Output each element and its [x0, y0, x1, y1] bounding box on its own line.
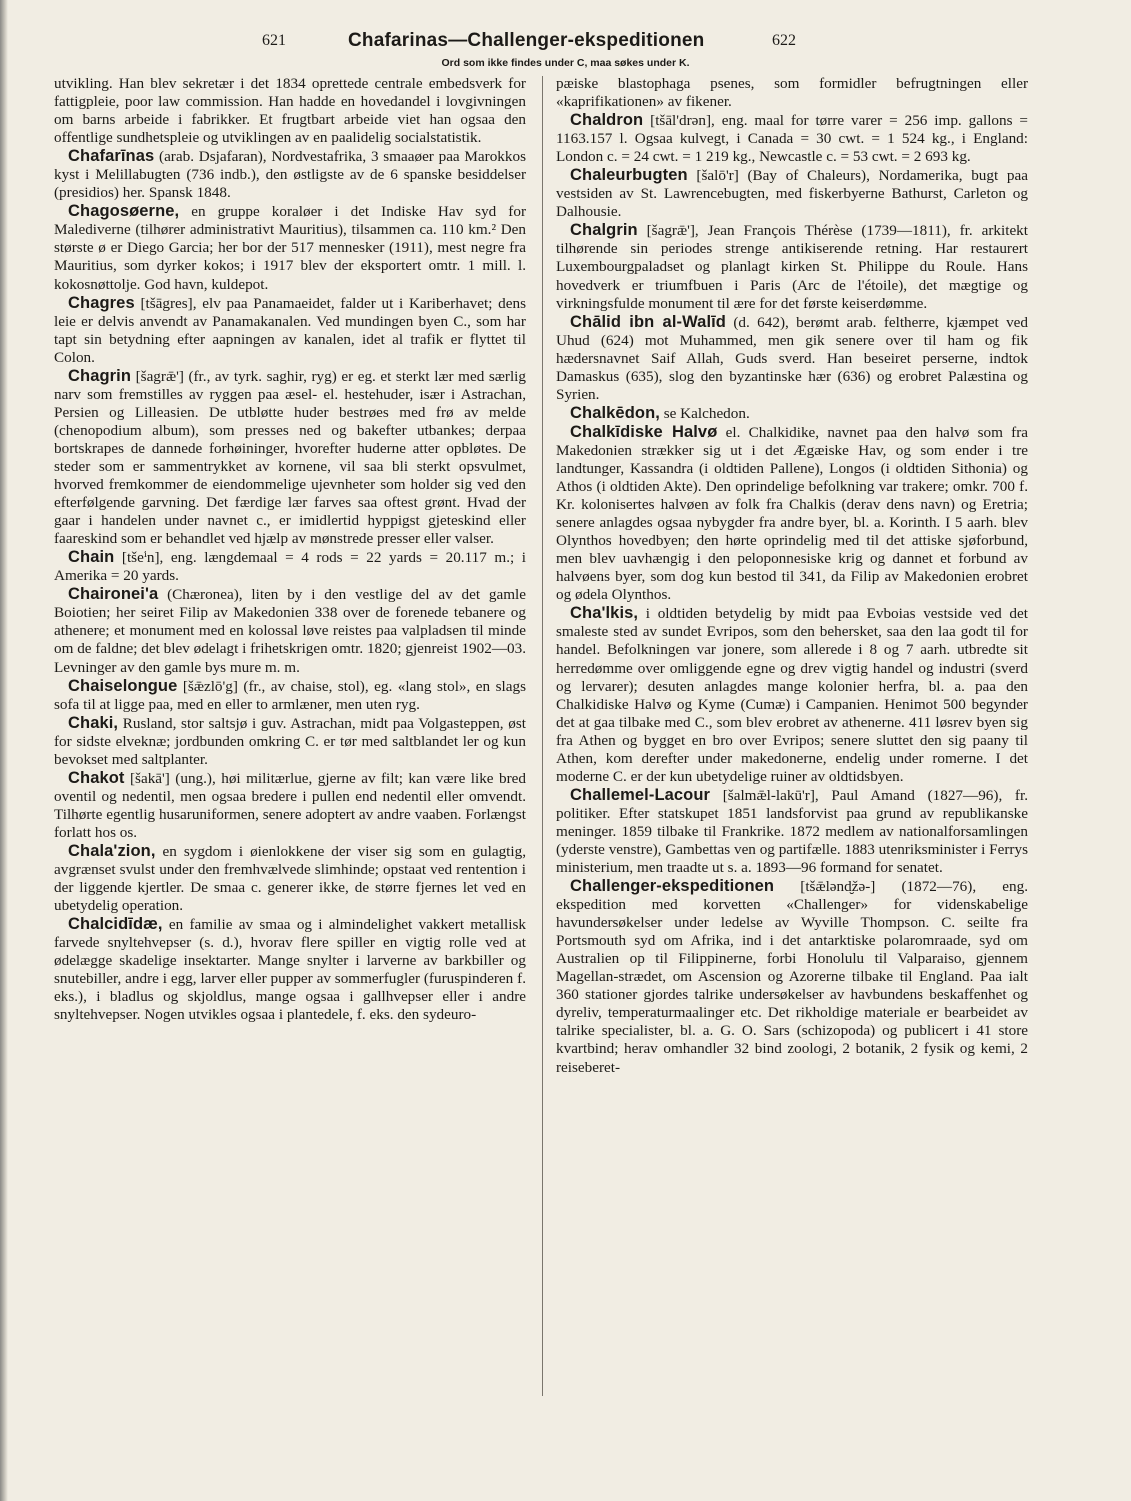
entry-headword: Chagrin: [68, 366, 132, 385]
header-subnote: Ord som ikke findes under C, maa søkes under K.: [441, 57, 690, 69]
entry-headword: Chalcidīdæ,: [68, 915, 163, 934]
entry-text: [tšāgres], elv paa Panamaeidet, falder ut i Kariberhavet; dens leie er delvis anvendt av Panamakanalen. Ved mundingen byen C., som har tapt sin betydning efter aapningen av kanalen, idet al trafik er flyttet til Colon.: [54, 294, 526, 366]
scan-edge: [0, 0, 8, 1501]
continued-entry: [54, 75, 526, 147]
entry-text: en gruppe koraløer i det Indiske Hav syd for Malediverne (tilhører administrativt Mauritius), tilsammen ca. 110 km.² Den største ø er Diego Garcia; her bor der 517 mennesker (1911), mest negre fra Mauritius, som dyrker kokos; i 1917 blev der eksportert omtr. 1 mill. l. kokosnøttolje. God havn, kuldepot.: [54, 203, 526, 293]
dictionary-entry: [556, 221, 1028, 312]
entry-text: [šagrǣ'] (fr., av tyrk. saghir, ryg) er eg. et sterkt lær med særlig narv som fremstilles av ryggen paa æsel- el. hestehuder, især i Astrachan, Persien og Lilleasien. De utbløtte huder bestrøes med frø av melde (chenopodium album), som presses ned og bakefter utbankes; derpaa bortskrapes de dannede forhøininger, hvorefter huderne atter opbløtes. De steder som er sammentrykket av kornene, vil saa bli sterkt opsvulmet, hvorved fremkommer de eiendommelige ujevnheter som holder sig ved den efterfølgende garvning. Det færdige lær farves saa oftest grønt. Hvad der gaar i handelen under navnet c., er imidlertid hyppigst gjeteskind eller faareskind som er behandlet ved hjælp av mønstrede presser eller valser.: [54, 367, 526, 548]
entry-headword: Challenger-ekspeditionen: [570, 877, 775, 896]
entry-headword: Chain: [68, 548, 115, 567]
left-column: [54, 75, 526, 1024]
entry-text: en familie av smaa og i almindelighet vakkert metallisk farvede snyltehvepser (s. d.), hvorav flere spiller en vigtig rolle ved at ødelægge skadelige insektarter. Mange snylter i larverne av barkbiller og snutebiller, andre i egg, larver eller pupper av sommerfugler (furuspinderen f. eks.), i bladlus og skjoldlus, mange ogsaa i gallhvepser eller i andre snyltehvepser. Nogen utvikles ogsaa i plantedele, f. eks. den sydeuro-: [54, 916, 526, 1024]
entry-headword: Chafarīnas: [68, 147, 155, 166]
entry-text: en sygdom i øienlokkene der viser sig som en gulagtig, avgrænset svulst under den fremhvælvede slimhinde; opstaat ved rentention i der liggende kjertler. De smaa c. generer ikke, de større fjernes let ved en ubetydelig operation.: [54, 842, 526, 915]
entry-headword: Chakot: [68, 768, 125, 787]
page-number-right: 622: [772, 32, 796, 49]
entry-headword: Chagres: [68, 293, 135, 312]
dictionary-entry: [556, 423, 1028, 604]
entry-text: [tšāl'drən], eng. maal for tørre varer = 256 imp. gallons = 1163.157 l. Ogsaa kulvegt, i Canada = 30 cwt. = 1 524 kg., i England: London c. = 24 cwt. = 1 219 kg., Newcastle c. = 53 cwt. = 2 693 kg.: [556, 112, 1028, 166]
dictionary-entry: [54, 548, 526, 585]
entry-text: se Kalchedon.: [659, 404, 750, 422]
dictionary-entry: [556, 111, 1028, 166]
dictionary-entry: [54, 714, 526, 769]
entry-headword: Chaldron: [570, 111, 644, 130]
page-number-left: 621: [262, 32, 286, 49]
right-column: [556, 75, 1028, 1077]
dictionary-entry: [556, 786, 1028, 877]
dictionary-entry: [556, 604, 1028, 785]
entry-text: (Chæronea), liten by i den vestlige del av det gamle Boiotien; her seiret Filip av Makedonien 338 over de forenede tebanere og athenere; et monument med en kolossal løve reistes paa valpladsen til minde om de faldne; det blev ødelagt i frihetskrigen omtr. 1820; gjenreist 1902—03. Levninger av den gamle bys mure m. m.: [54, 586, 526, 676]
dictionary-entry: [54, 367, 526, 548]
entry-text: [šagrǣ'], Jean François Thérèse (1739—1811), fr. arkitekt tilhørende sin periodes strenge antikiserende retning. Har restaurert Luxembourgpaladset og planlagt kirken St. Philippe du Roule. Hans hovedverk er triumfbuen i Paris (Arc de l'étoile), det mægtige og virkningsfulde monument til ære for det første keiserdømme.: [556, 222, 1028, 312]
entry-text: utvikling. Han blev sekretær i det 1834 oprettede centrale embedsverk for fattigpleie, poor law commission. Han hadde en hovedandel i lovgivningen om barns arbeide i fabrikker. Et frugtbart arbeide viet han ogsaa den offentlige sundhetspleie og utviklingen av en paalidelig socialstatistik.: [54, 75, 526, 147]
dictionary-entry: [54, 147, 526, 202]
dictionary-entry: [54, 294, 526, 367]
entry-headword: Challemel-Lacour: [570, 785, 711, 804]
running-title: Chafarinas—Challenger-ekspeditionen: [348, 30, 705, 51]
entry-headword: Chala'zion,: [68, 841, 156, 860]
column-divider: [542, 76, 543, 1396]
entry-headword: Chaironei'a: [68, 585, 159, 604]
dictionary-entry: [54, 842, 526, 915]
dictionary-entry: [54, 202, 526, 293]
entry-headword: Chaleurbugten: [570, 166, 688, 185]
entry-text: Rusland, stor saltsjø i guv. Astrachan, midt paa Volgasteppen, øst for sidste elveknæ; jordbunden omkring C. er tør med saltblandet ler og kun bevokset med saltplanter.: [54, 714, 526, 768]
entry-text: [šǣzlō'g] (fr., av chaise, stol), eg. «lang stol», en slags sofa til at ligge paa, med en eller to armlæner, men uten ryg.: [54, 677, 526, 713]
entry-headword: Chalkēdon,: [570, 403, 660, 422]
dictionary-entry: [556, 404, 1028, 423]
dictionary-entry: [54, 769, 526, 842]
dictionary-entry: [556, 313, 1028, 404]
entry-headword: Cha'lkis,: [570, 604, 639, 623]
dictionary-entry: [556, 166, 1028, 221]
dictionary-entry: [54, 915, 526, 1024]
entry-headword: Chaiselongue: [68, 676, 178, 695]
entry-headword: Chālid ibn al-Walīd: [570, 312, 726, 331]
entry-text: [tšǣlənd̮žə-] (1872—76), eng. ekspedition med korvetten «Challenger» for videnskabelige havundersøkelser under ledelse av Wyville Thompson. C. seilte fra Portsmouth syd om Afrika, ind i det antarktiske polaromraade, syd om Australien op til Filippinerne, forbi Honolulu til Valparaiso, gjennem Magellan-strædet, om Ascension og Azorerne tilbake til England. Paa ialt 360 stationer gjordes talrike undersøkelser av havbundens beskaffenhet og dyreliv, temperaturmaalinger etc. Det rikholdige materiale er bearbeidet av talrike specialister, bl. a. G. O. Sars (schizopoda) og publicert i 41 store kvartbind; herav omhandler 32 bind zoologi, 2 botanik, 2 fysik og kemi, 2 reiseberet-: [556, 878, 1028, 1076]
entry-text: el. Chalkidike, navnet paa den halvø som fra Makedonien strækker sig ut i det Ægæiske Hav, og som ender i tre landtunger, Kassandra (i oldtiden Pallene), Longos (i oldtiden Sithonia) og Athos (i oldtiden Akte). Den oprindelige befolkning var trakere; omkr. 700 f. Kr. kolonisertes halvøen av folk fra Chalkis (derav dens navn) og Eretria; senere anlagdes ogsaa nybygder fra andre byer, bl. a. Korinth. I 5 aarh. blev Olynthos hovedbyen; den hørte oprindelig med til det attiske sjøforbund, men blev uavhængig i den peloponnesiske krig og dannet et forbund av halvøens byer, som dog kun bestod til 341, da Filip av Makedonien erobret og ødela Olynthos.: [556, 423, 1028, 604]
entry-text: (d. 642), berømt arab. feltherre, kjæmpet ved Uhud (624) mot Muhammed, men gik senere over til ham og fik hædersnavnet Saif Allah, Guds sverd. Han beseiret perserne, indtok Damaskus (635), slog den byzantinske hær (636) og erobret Palæstina og Syrien.: [556, 313, 1029, 403]
entry-text: (arab. Dsjafaran), Nordvestafrika, 3 smaaøer paa Marokkos kyst i Melillabugten (736 indb.), den østligste av de 6 spanske besiddelser (presidios) her. Spansk 1848.: [54, 148, 526, 202]
entry-headword: Chaki,: [68, 713, 119, 732]
entry-headword: Chalgrin: [570, 221, 638, 240]
entry-text: i oldtiden betydelig by midt paa Evboias vestside ved det smaleste sted av sundet Evripos, som den behersket, saa den laa godt til for handel. Befolkningen var jonere, som allerede i 8 og 7 aarh. utbredte sit herredømme over omliggende egne og drev vigtig handel og industri (sverd og lervarer); desuten anlagdes mange kolonier herfra, bl. a. paa den Chalkidiske Halvø og Kyme (Cumæ) i Campanien. Henimot 500 begynder det at gaa tilbake med C., som blev erobret av athenerne. 411 løsrev byen sig fra Athen og bygget en bro over Evripos; senere sluttet den sig paany til Athen, kom derefter under makedonerne, endelig under romerne. I det moderne C. er der kun ubetydelige ruiner av oldtidsbyen.: [556, 605, 1028, 785]
entry-text: [tšeⁱn], eng. længdemaal = 4 rods = 22 yards = 20.117 m.; i Amerika = 20 yards.: [54, 549, 526, 585]
entry-headword: Chagosøerne,: [68, 202, 180, 221]
dictionary-entry: [556, 877, 1028, 1077]
dictionary-entry: [54, 677, 526, 714]
entry-headword: Chalkīdiske Halvø: [570, 422, 718, 441]
dictionary-entry: [54, 585, 526, 676]
entry-text: [šakā'] (ung.), høi militærlue, gjerne av filt; kan være like bred oventil og nedentil, men ogsaa bredere i pullen end nedentil eller omvendt. Tilhørte egentlig husaruniformen, senere adoptert av andre vaaben. Forlængst forlatt hos os.: [54, 769, 526, 841]
continued-entry: [556, 75, 1028, 111]
entry-text: [šalō'r] (Bay of Chaleurs), Nordamerika, bugt paa vestsiden av St. Lawrencebugten, med fiskerbyerne Bathurst, Carleton og Dalhousie.: [556, 167, 1028, 221]
entry-text: pæiske blastophaga psenes, som formidler befrugtningen eller «kaprifikationen» av fikener.: [556, 75, 1028, 111]
entry-text: [šalmǣl-lakū'r], Paul Amand (1827—96), fr. politiker. Efter statskupet 1851 landsforvist paa grund av republikanske meninger. 1859 tilbake til Frankrike. 1872 medlem av nationalforsamlingen (yderste venstre), Gambettas ven og partifælle. 1883 utenriksminister i Ferrys ministerium, men traadte ut s. a. 1893—96 formand for senatet.: [556, 786, 1028, 877]
